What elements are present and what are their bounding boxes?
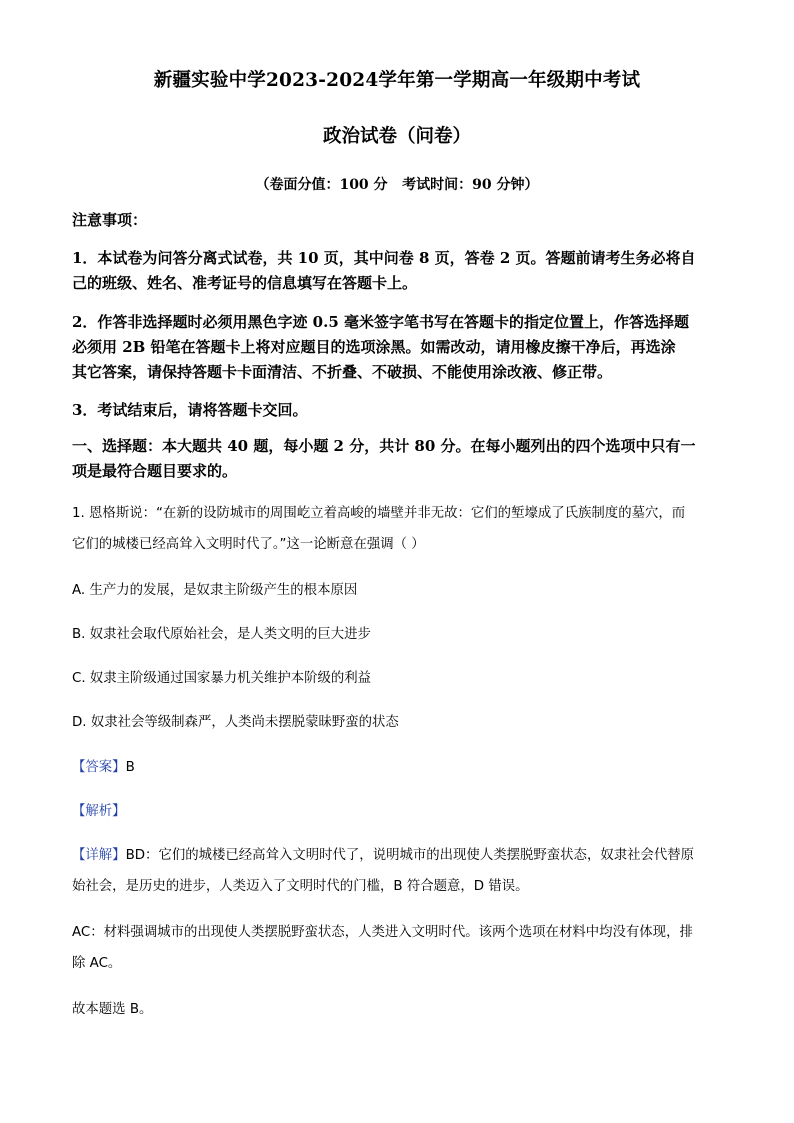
exam-info: （卷面分值：100 分 考试时间：90 分钟）	[255, 177, 539, 193]
question-1-stem-line-1: 1. 恩格斯说：“在新的设防城市的周围屹立着高峻的墙壁并非无故：它们的堑壕成了氏族制度的墓穴，而	[72, 506, 686, 521]
question-1-stem-line-2: 它们的城楼已经高耸入文明时代了。”这一论断意在强调（ ）	[72, 537, 425, 552]
exam-subtitle: 政治试卷（问卷）	[322, 126, 471, 147]
ac-line-2: 除 AC。	[72, 956, 122, 971]
notes-item-2-line-1: 2．作答非选择题时必须用黑色字迹 0.5 毫米签字笔书写在答题卡的指定位置上，作答选择题	[72, 313, 689, 331]
option-b-text: B. 奴隶社会取代原始社会，是人类文明的巨大进步	[72, 627, 371, 642]
analysis-label: 【解析】	[72, 804, 126, 819]
detail-paragraph	[72, 840, 724, 902]
exam-title: 新疆实验中学2023-2024学年第一学期高一年级期中考试	[153, 70, 641, 91]
conclusion-text: 故本题选 B。	[72, 1002, 153, 1017]
notes-item-1-line-1: 1．本试卷为问答分离式试卷，共 10 页，其中问卷 8 页，答卷 2 页。答题前请考生务必将自	[72, 249, 696, 267]
notes-item-2-line-3: 其它答案，请保持答题卡卡面清洁、不折叠、不破损、不能使用涂改液、修正带。	[72, 363, 613, 381]
option-c-text: C. 奴隶主阶级通过国家暴力机关维护本阶级的利益	[72, 671, 372, 686]
detail-label: 【详解】	[72, 848, 126, 863]
option-d-text: D. 奴隶社会等级制森严，人类尚未摆脱蒙昧野蛮的状态	[72, 715, 399, 730]
notes-item-3-line: 3．考试结束后，请将答题卡交回。	[72, 401, 308, 419]
notes-section	[72, 208, 724, 233]
notes-item-1-line-2: 己的班级、姓名、准考证号的信息填写在答题卡上。	[72, 274, 418, 292]
ac-line-1: AC：材料强调城市的出现使人类摆脱野蛮状态，人类进入文明时代。该两个选项在材料中均没有体现，排	[72, 925, 693, 940]
answer-label: 【答案】	[72, 760, 126, 775]
notes-item-3	[72, 398, 724, 423]
section-1-line-2: 项是最符合题目要求的。	[72, 462, 238, 480]
notes-item-2	[72, 310, 724, 385]
question-1-stem	[72, 498, 724, 560]
detail-line-2: 始社会，是历史的进步，人类迈入了文明时代的门槛，B 符合题意，D 错误。	[72, 879, 529, 894]
notes-item-2-line-2: 必须用 2B 铅笔在答题卡上将对应题目的选项涂黑。如需改动，请用橡皮擦干净后，再选涂	[72, 338, 676, 356]
section-1-heading	[72, 434, 724, 484]
question-1-option-c	[72, 663, 724, 694]
question-1-option-d	[72, 707, 724, 738]
detail-line-1: BD：它们的城楼已经高耸入文明时代了，说明城市的出现使人类摆脱野蛮状态，奴隶社会代替原	[125, 848, 695, 863]
ac-paragraph	[72, 917, 724, 979]
conclusion-row	[72, 994, 724, 1025]
analysis-row	[72, 796, 724, 827]
answer-value: B	[125, 760, 135, 775]
notes-heading: 注意事项：	[72, 211, 148, 229]
question-1-option-a	[72, 575, 724, 606]
notes-item-1	[72, 246, 724, 296]
answer-row	[72, 752, 724, 783]
question-1-option-b	[72, 619, 724, 650]
section-1-line-1: 一、选择题：本大题共 40 题，每小题 2 分，共计 80 分。在每小题列出的四个选项中只有一	[72, 437, 696, 455]
option-a-text: A. 生产力的发展，是奴隶主阶级产生的根本原因	[72, 583, 358, 598]
